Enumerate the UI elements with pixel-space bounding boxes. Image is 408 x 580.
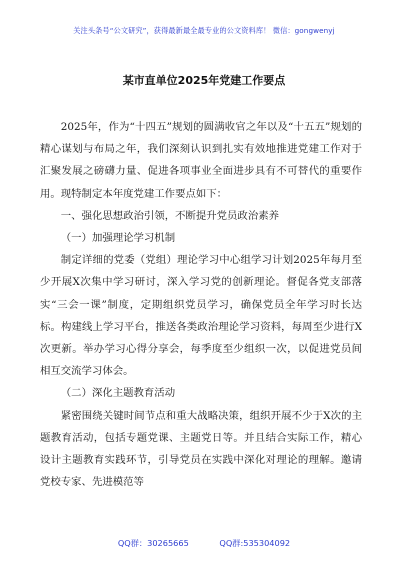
footer-contacts xyxy=(0,538,408,549)
footer-qq-group-1: QQ群：30265665 xyxy=(117,538,189,548)
document-body xyxy=(40,116,362,493)
paragraph-subsection-2: 紧密围绕关键时间节点和重大战略决策，组织开展不少于X次的主题教育活动，包括专题党课、主题党日等。并且结合实际工作，精心设计主题教育实践环节，引导党员在实践中深化对理论的理解。邀请党校专家、先进模范等 xyxy=(40,409,362,489)
heading-subsection-2: （二）深化主题教育活动 xyxy=(60,387,176,400)
document-title: 某市直单位2025年党建工作要点 xyxy=(122,74,286,87)
heading-section-1: 一、强化思想政治引领，不断提升党员政治素养 xyxy=(60,209,279,222)
heading-subsection-1: （一）加强理论学习机制 xyxy=(60,232,176,245)
header-banner: 关注头条号“公文研究”，获得最新最全最专业的公文资料库！ 微信：gongwenyj xyxy=(73,26,335,35)
footer-qq-group-2: QQ群:535304092 xyxy=(219,538,291,548)
paragraph-intro: 2025年，作为“十四五”规划的圆满收官之年以及“十五五”规划的精心谋划与布局之年，我们深刻认识到扎实有效地推进党建工作对于汇聚发展之磅礴力量、促进各项事业全面进步具有不可替代的重要作用。现特制定本年度党建工作要点如下： xyxy=(40,121,362,200)
paragraph-subsection-1: 制定详细的党委（党组）理论学习中心组学习计划2025年每月至少开展X次集中学习研讨，深入学习党的创新理论。督促各党支部落实“三会一课”制度，定期组织党员学习，确保党员全年学习时长达标。构建线上学习平台，推送各类政治理论学习资料，每周至少进行X次更新。举办学习心得分享会，每季度至少组织一次，以促进党员间相互交流学习体会。 xyxy=(40,254,362,378)
